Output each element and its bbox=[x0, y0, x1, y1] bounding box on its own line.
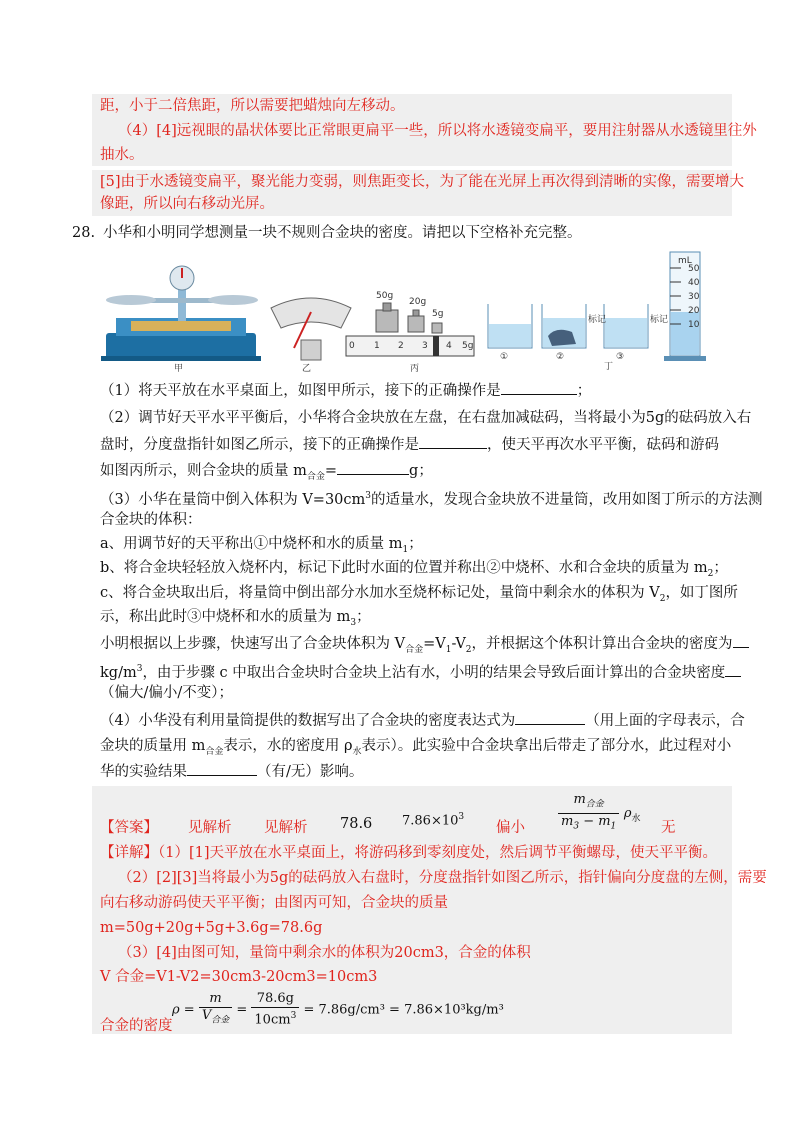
answer-formula: $\frac{m_{合金}}{m_3 - m_1}$ $\rho_水$ bbox=[558, 792, 641, 834]
weight-50g-label: 50g bbox=[376, 291, 394, 301]
ruler-tick: 0 bbox=[349, 341, 355, 351]
answer-blank[interactable] bbox=[501, 380, 577, 395]
step-b: b、将合金块轻轻放入烧杯内，标记下此时水面的位置并称出②中烧杯、水和合金块的质量为 $m_2$； bbox=[100, 560, 728, 579]
question-stem: 小华和小明同学想测量一块不规则合金块的密度。请把以下空格补充完整。 bbox=[103, 225, 582, 241]
caption-yi: 乙 bbox=[302, 364, 312, 374]
detail-line: 向右移动游码使天平平衡；由图丙可知，合金块的质量 bbox=[100, 895, 448, 911]
question-part-3-line: 小明根据以上步骤，快速写出了合金块体积为 $V_{合金}=V_1-V_2$，并根据这个体积计算出合金块的密度为 bbox=[100, 633, 749, 660]
prev-answer-line: 抽水。 bbox=[100, 147, 144, 163]
caption-ding: 丁 bbox=[604, 362, 614, 372]
beaker-label: ③ bbox=[616, 352, 625, 362]
step-a: a、用调节好的天平称出①中烧杯和水的质量 $m_1$； bbox=[100, 536, 423, 555]
detail-line: （2）[2][3]当将最小为5g的砝码放入右盘时，分度盘指针如图乙所示，指针偏向分度盘的左侧，需要 bbox=[118, 870, 767, 886]
question-part-3-line: $kg/m^3$，由于步骤 c 中取出合金块时合金块上沾有水，小明的结果会导致后面计算出的合金块密度 bbox=[100, 659, 741, 683]
answer-tag: 【答案】 bbox=[100, 820, 158, 836]
detail-line: 合金的密度 bbox=[100, 1018, 173, 1034]
balance-illustration bbox=[101, 266, 261, 361]
cylinder-unit: mL bbox=[678, 256, 692, 266]
answer-item: 见解析 bbox=[264, 820, 308, 836]
detail-line: m=50g+20g+5g+3.6g=78.6g bbox=[100, 920, 323, 936]
prev-answer-line: 距，小于二倍焦距，所以需要把蜡烛向左移动。 bbox=[100, 98, 405, 114]
question-part-4-line: 金块的质量用 $m_{合金}$表示，水的密度用 $\rho_水$表示）。此实验中合金块拿出后带走了部分水，此过程对小 bbox=[100, 738, 732, 757]
cylinder-tick: 20 bbox=[688, 306, 700, 316]
ruler-tick: 3 bbox=[422, 341, 428, 351]
answer-item: 78.6 bbox=[340, 816, 373, 832]
ruler-tick: 5g bbox=[462, 341, 474, 351]
weights-ruler-illustration bbox=[346, 303, 474, 356]
beakers-illustration bbox=[488, 304, 648, 348]
question-part-2-line: 盘时，分度盘指针如图乙所示，接下的正确操作是 ，使天平再次水平平衡，砝码和游码 bbox=[100, 434, 719, 455]
beaker-label: ① bbox=[500, 352, 509, 362]
answer-item: 偏小 bbox=[496, 820, 525, 836]
question-part-1: （1）将天平放在水平桌面上，如图甲所示，接下的正确操作是 ； bbox=[100, 380, 591, 401]
answer-blank[interactable] bbox=[725, 662, 741, 677]
caption-bing: 丙 bbox=[410, 364, 420, 374]
answer-blank[interactable] bbox=[419, 434, 487, 449]
prev-answer-line: [5]由于水透镜变扁平，聚光能力变弱，则焦距变长，为了能在光屏上再次得到清晰的实像，需要增大 bbox=[100, 174, 745, 190]
caption-jia: 甲 bbox=[174, 364, 184, 374]
step-c: c、将合金块取出后，将量筒中倒出部分水加水至烧杯标记处，量筒中剩余水的体积为 $V_2$，如丁图所 bbox=[100, 585, 738, 604]
weight-20g-label: 20g bbox=[409, 297, 427, 307]
ruler-tick: 1 bbox=[374, 341, 380, 351]
step-c-line: 示，称出此时③中烧杯和水的质量为 $m_3$； bbox=[100, 609, 371, 628]
density-equation: ρ = $\frac{m}{V_{合金}}$ = $\frac{78.6g}{10cm^3}$ = 7.86g/cm³ = 7.86×10³kg/m³ bbox=[172, 991, 504, 1028]
answer-blank[interactable] bbox=[187, 761, 257, 776]
question-part-3-line: （偏大/偏小/不变）； bbox=[100, 685, 234, 701]
prev-answer-line: 像距，所以向右移动光屏。 bbox=[100, 196, 274, 212]
cylinder-tick: 10 bbox=[688, 320, 700, 330]
cylinder-tick: 40 bbox=[688, 278, 700, 288]
question-part-2: （2）调节好天平水平平衡后，小华将合金块放在左盘，在右盘加减砝码，当将最小为5g的砝码放入右 bbox=[100, 410, 752, 426]
beaker-label: ② bbox=[556, 352, 565, 362]
pointer-dial-illustration bbox=[271, 298, 351, 360]
detail-line: （3）[4]由图可知，量筒中剩余水的体积为20cm3，合金的体积 bbox=[118, 945, 531, 961]
mark-label: 标记 bbox=[650, 315, 669, 325]
question-part-4: （4）小华没有利用量筒提供的数据写出了合金块的密度表达式为 （用上面的字母表示，合 bbox=[100, 710, 745, 731]
mark-label: 标记 bbox=[588, 315, 607, 325]
answer-blank[interactable] bbox=[337, 460, 409, 475]
measuring-cylinder-illustration bbox=[664, 252, 706, 361]
question-number: 28. bbox=[72, 225, 96, 241]
detail-line: V 合金=V1-V2=30cm3-20cm3=10cm3 bbox=[100, 969, 378, 985]
question-part-4-line: 华的实验结果 （有/无）影响。 bbox=[100, 761, 363, 782]
answer-item: 无 bbox=[661, 820, 676, 836]
answer-item: 见解析 bbox=[188, 820, 232, 836]
ruler-tick: 4 bbox=[446, 341, 452, 351]
cylinder-tick: 30 bbox=[688, 292, 700, 302]
weight-5g-label: 5g bbox=[432, 309, 444, 319]
cylinder-tick: 50 bbox=[688, 264, 700, 274]
question-part-3: （3）小华在量筒中倒入体积为 $V=30cm^3$的适量水，发现合金块放不进量筒，改用如图丁所示的方法测 bbox=[100, 491, 763, 508]
answer-blank[interactable] bbox=[733, 633, 749, 648]
answer-item: $7.86\times 10^3$ bbox=[402, 812, 465, 829]
prev-answer-line: （4）[4]远视眼的晶状体要比正常眼更扁平一些，所以将水透镜变扁平，要用注射器从水透镜里往外 bbox=[118, 123, 757, 139]
question-part-3-line: 合金块的体积： bbox=[100, 512, 202, 528]
ruler-tick: 2 bbox=[398, 341, 404, 351]
answer-blank[interactable] bbox=[515, 710, 585, 725]
detail-line: 【详解】（1）[1]天平放在水平桌面上，将游码移到零刻度处，然后调节平衡螺母，使天平平衡。 bbox=[100, 845, 718, 861]
question-part-2-line: 如图丙所示，则合金块的质量 $m_{合金}= g$； bbox=[100, 460, 433, 487]
